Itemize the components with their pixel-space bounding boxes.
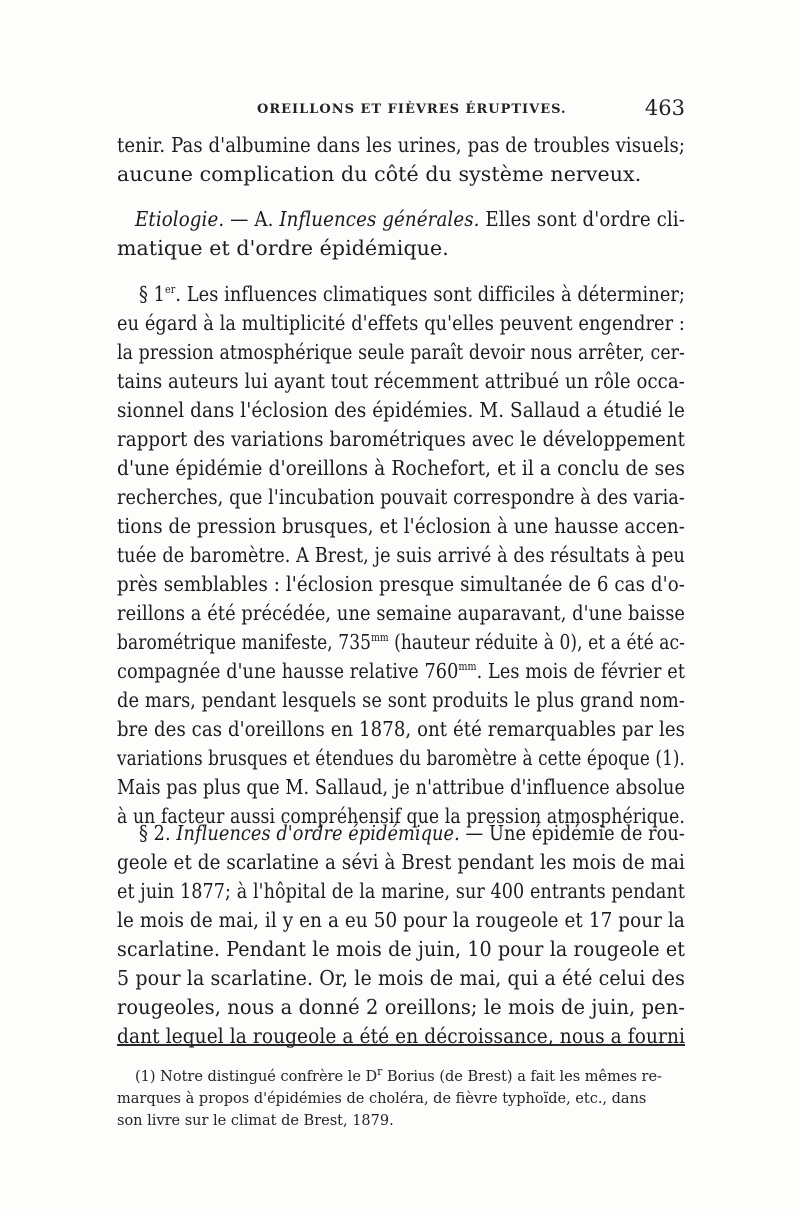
running-title: OREILLONS ET FIÈVRES ÉRUPTIVES. xyxy=(257,102,567,117)
influences-epidemique-heading: Influences d'ordre épidémique. xyxy=(176,821,460,845)
text-line xyxy=(117,714,685,744)
text-line xyxy=(117,685,685,715)
footnote-text: marques à propos d'épidémies de choléra, de fièvre typhoïde, etc., dans xyxy=(117,1091,647,1107)
page-header xyxy=(117,96,685,126)
text-line xyxy=(117,876,685,906)
line-text: geole et de scarlatine a sévi à Brest pendant les mois de mai xyxy=(117,850,685,874)
text-line xyxy=(117,366,685,396)
text-line xyxy=(117,772,685,802)
line-text: tains auteurs lui ayant tout récemment attribué un rôle occa- xyxy=(117,369,685,393)
text-line xyxy=(117,569,685,599)
text-line xyxy=(117,992,685,1022)
line-text: de mars, pendant lesquels se sont produits le plus grand nom- xyxy=(117,688,685,712)
superscript: mm xyxy=(371,631,389,645)
footnote-rule xyxy=(117,1044,685,1046)
line-text: le mois de mai, il y en a eu 50 pour la rougeole et 17 pour la xyxy=(117,908,685,932)
line-text: tions de pression brusques, et l'éclosion à une hausse accen- xyxy=(117,514,685,538)
text-line xyxy=(117,1021,685,1051)
text-line xyxy=(117,395,685,425)
text-line xyxy=(117,159,685,189)
text-line xyxy=(117,743,685,773)
section-mark: § 1 xyxy=(139,282,166,306)
line-text: reillons a été précédée, une semaine auparavant, d'une baisse xyxy=(117,601,686,625)
line-text: . Les influences climatiques sont difficiles à déterminer; xyxy=(175,282,686,306)
footnote-line xyxy=(117,1088,685,1110)
line-text: bre des cas d'oreillons en 1878, ont été remarquables par les xyxy=(117,717,686,741)
section-heading-line xyxy=(117,204,685,234)
section-mark: § 2. xyxy=(139,821,177,845)
line-text: . Les mois de février et xyxy=(476,659,686,683)
text-line xyxy=(117,453,685,483)
text-line xyxy=(117,540,685,570)
line-text: variations brusques et étendues du baromètre à cette époque (1). xyxy=(117,746,686,770)
text-line xyxy=(117,847,685,877)
line-text: recherches, que l'incubation pouvait correspondre à des varia- xyxy=(117,485,685,509)
line-text: 5 pour la scarlatine. Or, le mois de mai, qui a été celui des xyxy=(117,966,685,990)
etiologie-heading: Etiologie. xyxy=(135,207,225,231)
line-text: (hauteur réduite à 0), et a été ac- xyxy=(388,630,685,654)
line-text: dant lequel la rougeole a été en décroissance, nous a fourni xyxy=(117,1024,686,1048)
footnote-line xyxy=(117,1110,685,1132)
line-text: — Une épidémie de rou- xyxy=(459,821,685,845)
line-text: la pression atmosphérique seule paraît devoir nous arrêter, cer- xyxy=(117,340,685,364)
page-number: 463 xyxy=(644,96,685,120)
line-text: tenir. Pas d'albumine dans les urines, pas de troubles visuels; xyxy=(117,133,686,157)
line-text: — A. xyxy=(224,207,280,231)
text-line xyxy=(117,627,685,657)
text-line xyxy=(117,905,685,935)
line-text: barométrique manifeste, 735 xyxy=(117,630,372,654)
superscript: mm xyxy=(458,660,477,674)
footnote-text: (1) Notre distingué confrère le D xyxy=(135,1069,378,1085)
text-line xyxy=(117,233,685,263)
line-text: tuée de baromètre. A Brest, je suis arrivé à des résultats à peu xyxy=(117,543,686,567)
line-text: sionnel dans l'éclosion des épidémies. M. Sallaud a étudié le xyxy=(117,398,685,422)
line-text: à un facteur aussi compréhensif que la pression atmosphérique. xyxy=(117,804,685,828)
footnote-text: Borius (de Brest) a fait les mêmes re- xyxy=(382,1069,662,1085)
line-text: eu égard à la multiplicité d'effets qu'elles peuvent engendrer : xyxy=(117,311,685,335)
text-line xyxy=(117,130,685,160)
text-line xyxy=(117,963,685,993)
line-text: matique et d'ordre épidémique. xyxy=(117,236,449,260)
text-line xyxy=(117,337,685,367)
line-text: rapport des variations barométriques avec le développement xyxy=(117,427,685,451)
line-text: scarlatine. Pendant le mois de juin, 10 pour la rougeole et xyxy=(117,937,686,961)
text-line xyxy=(117,279,685,309)
footnote-line xyxy=(117,1066,685,1088)
line-text: compagnée d'une hausse relative 760 xyxy=(117,659,459,683)
line-text: et juin 1877; à l'hôpital de la marine, sur 400 entrants pendant xyxy=(117,879,686,903)
text-line xyxy=(117,511,685,541)
line-text: près semblables : l'éclosion presque simultanée de 6 cas d'o- xyxy=(117,572,686,596)
line-text: aucune complication du côté du système nerveux. xyxy=(117,162,642,186)
superscript: r xyxy=(377,1065,383,1079)
section-2-first-line xyxy=(117,818,685,848)
text-line xyxy=(117,598,685,628)
text-line xyxy=(117,934,685,964)
text-line xyxy=(117,482,685,512)
line-text: Mais pas plus que M. Sallaud, je n'attribue d'influence absolue xyxy=(117,775,685,799)
text-line xyxy=(117,308,685,338)
line-text: d'une épidémie d'oreillons à Rochefort, et il a conclu de ses xyxy=(117,456,685,480)
text-line xyxy=(117,656,685,686)
line-text: Elles sont d'ordre cli- xyxy=(479,207,685,231)
line-text: rougeoles, nous a donné 2 oreillons; le mois de juin, pen- xyxy=(117,995,686,1019)
influences-generales-heading: Influences générales. xyxy=(279,207,480,231)
footnote-text: son livre sur le climat de Brest, 1879. xyxy=(117,1113,394,1129)
superscript: er xyxy=(165,283,176,297)
text-line xyxy=(117,424,685,454)
